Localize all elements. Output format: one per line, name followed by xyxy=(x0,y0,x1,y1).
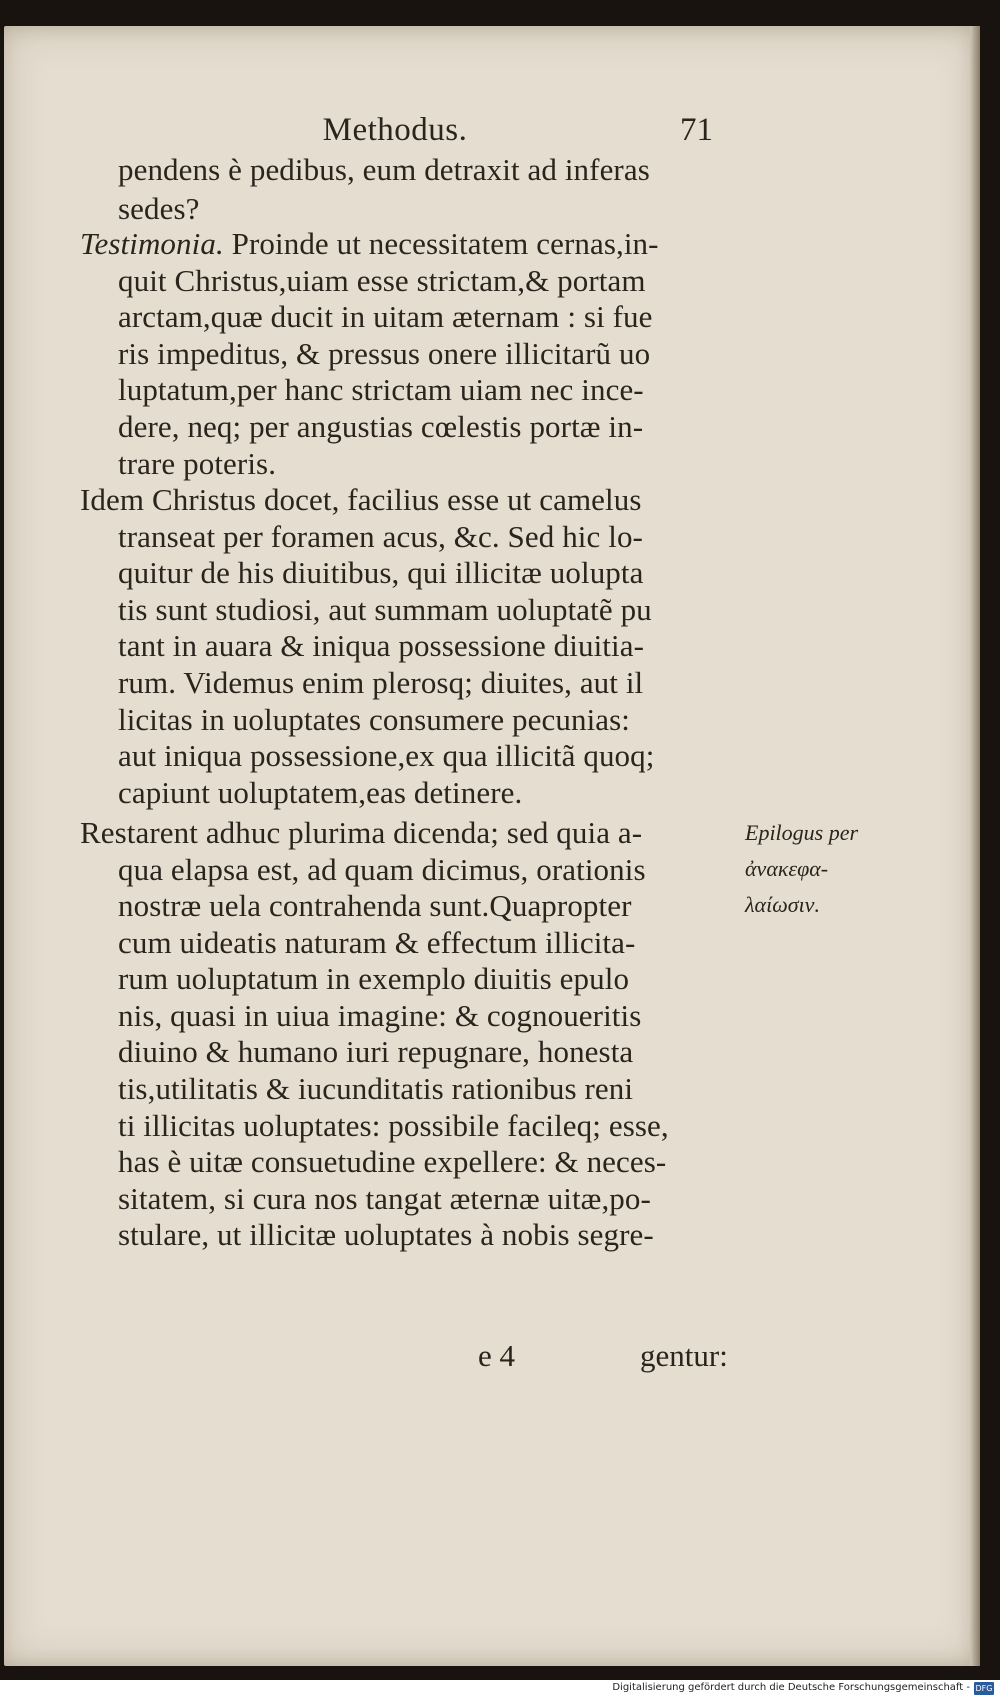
text-line: rum uoluptatum in exemplo diuitis epulo xyxy=(118,961,630,996)
running-head: Methodus. xyxy=(322,112,468,148)
text-line: dere, neq; per angustias cœlestis portæ in- xyxy=(118,409,644,444)
text-line: pendens è pedibus, eum detraxit ad inferas xyxy=(118,152,650,187)
text-line: sitatem, si cura nos tangat æternæ uitæ,po- xyxy=(118,1181,651,1216)
page-edge xyxy=(970,26,980,1666)
text-line: cum uideatis naturam & effectum illicita- xyxy=(118,925,636,960)
signature-mark: e 4 xyxy=(478,1338,516,1373)
text-line: quitur de his diuitibus, qui illicitæ uolupta xyxy=(118,555,644,590)
dfg-logo-icon: DFG xyxy=(975,1684,993,1693)
text-line: capiunt uoluptatem,eas detinere. xyxy=(118,775,523,810)
text-line: has è uitæ consuetudine expellere: & neces- xyxy=(118,1144,667,1179)
text-line: ris impeditus, & pressus onere illicitarũ uo xyxy=(118,336,651,371)
text-line: nostræ uela contrahenda sunt.Quapropter xyxy=(118,888,632,923)
text-line: Idem Christus docet, facilius esse ut camelus xyxy=(80,482,642,517)
text-line: Restarent adhuc plurima dicenda; sed quia a- xyxy=(80,815,643,850)
catchword: gentur: xyxy=(640,1338,728,1373)
marginal-note-line: λαίωσιν. xyxy=(745,892,820,917)
text-line: tis sunt studiosi, aut summam uoluptatẽ pu xyxy=(118,592,652,627)
text-line: rum. Videmus enim plerosq; diuites, aut il xyxy=(118,665,644,700)
text-line: aut iniqua possessione,ex qua illicitã quoq; xyxy=(118,738,655,773)
text-line: luptatum,per hanc strictam uiam nec ince- xyxy=(118,372,644,407)
text-line: stulare, ut illicitæ uoluptates à nobis segre- xyxy=(118,1217,654,1252)
text-line: sedes? xyxy=(118,191,200,226)
text-line: diuino & humano iuri repugnare, honesta xyxy=(118,1034,634,1069)
text-line-content: Proinde ut necessitatem cernas,in- xyxy=(231,226,659,261)
text-line: nis, quasi in uiua imagine: & cognoueritis xyxy=(118,998,642,1033)
folio-number: 71 xyxy=(680,112,713,148)
text-line: tis,utilitatis & iucunditatis rationibus reni xyxy=(118,1071,634,1106)
marginal-note-line: Epilogus per xyxy=(745,820,859,845)
paragraph-label: Testimonia. xyxy=(80,226,224,261)
text-line: quit Christus,uiam esse strictam,& portam xyxy=(118,263,646,298)
marginal-note-line: ἀνακεφα- xyxy=(745,856,829,881)
text-line: ti illicitas uoluptates: possibile facileq; esse, xyxy=(118,1108,669,1143)
footer-credit: Digitalisierung gefördert durch die Deutsche Forschungsgemeinschaft - xyxy=(612,1682,970,1693)
text-line: transeat per foramen acus, &c. Sed hic lo- xyxy=(118,519,643,554)
text-line: tant in auara & iniqua possessione diuitia- xyxy=(118,628,645,663)
text-line: trare poteris. xyxy=(118,446,277,481)
text-line: qua elapsa est, ad quam dicimus, orationis xyxy=(118,852,646,887)
text-line: arctam,quæ ducit in uitam æternam : si fue xyxy=(118,299,653,334)
text-line: licitas in uoluptates consumere pecunias: xyxy=(118,702,631,737)
text-line xyxy=(80,226,659,262)
